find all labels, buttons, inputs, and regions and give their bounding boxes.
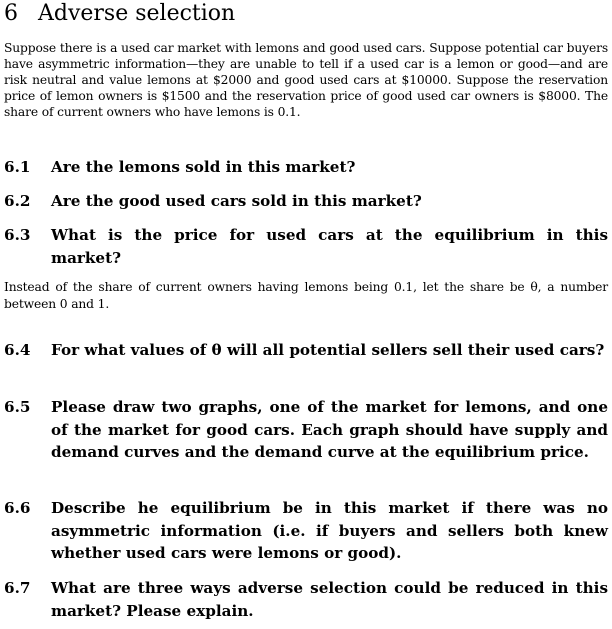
question-number: 6.5 bbox=[4, 398, 31, 416]
question-text: What are three ways adverse selection could be reduced in this market? Please explain. bbox=[51, 579, 608, 620]
question-6-3 bbox=[4, 224, 608, 269]
question-text: Describe he equilibrium be in this market if there was no asymmetric information (i.e. if buyers and sellers both knew whether used cars were lemons or good). bbox=[51, 499, 608, 562]
question-6-1 bbox=[4, 156, 608, 179]
question-6-7 bbox=[4, 577, 608, 622]
question-text: For what values of θ will all potential sellers sell their used cars? bbox=[51, 341, 605, 359]
theta-note: Instead of the share of current owners having lemons being 0.1, let the share be θ, a number between 0 and 1. bbox=[4, 280, 608, 311]
question-number: 6.2 bbox=[4, 192, 31, 210]
question-text: Are the good used cars sold in this market? bbox=[51, 192, 422, 210]
question-6-6 bbox=[4, 497, 608, 565]
question-number: 6.6 bbox=[4, 499, 31, 517]
question-6-2 bbox=[4, 190, 608, 213]
question-text: Are the lemons sold in this market? bbox=[51, 158, 356, 176]
question-text: Please draw two graphs, one of the market for lemons, and one of the market for good cars. Each graph should have supply and demand curves and the demand curve at the equilibrium price. bbox=[51, 398, 608, 461]
question-6-4 bbox=[4, 339, 608, 362]
question-6-5 bbox=[4, 396, 608, 464]
section-title: Adverse selection bbox=[38, 1, 236, 26]
intro-paragraph: Suppose there is a used car market with lemons and good used cars. Suppose potential car buyers have asymmetric information—they are unable to tell if a used car is a lemon or good—and are risk neutral and value lemons at $2000 and good used cars at $10000. Suppose the reservation price of lemon owners is $1500 and the reservation price of good used car owners is $8000. The share of current owners who have lemons is 0.1. bbox=[4, 41, 608, 119]
question-text: What is the price for used cars at the equilibrium in this market? bbox=[51, 226, 608, 267]
question-number: 6.4 bbox=[4, 341, 31, 359]
section-heading bbox=[4, 1, 235, 27]
question-number: 6.1 bbox=[4, 158, 31, 176]
question-number: 6.3 bbox=[4, 226, 31, 244]
section-number: 6 bbox=[4, 1, 18, 26]
question-number: 6.7 bbox=[4, 579, 31, 597]
